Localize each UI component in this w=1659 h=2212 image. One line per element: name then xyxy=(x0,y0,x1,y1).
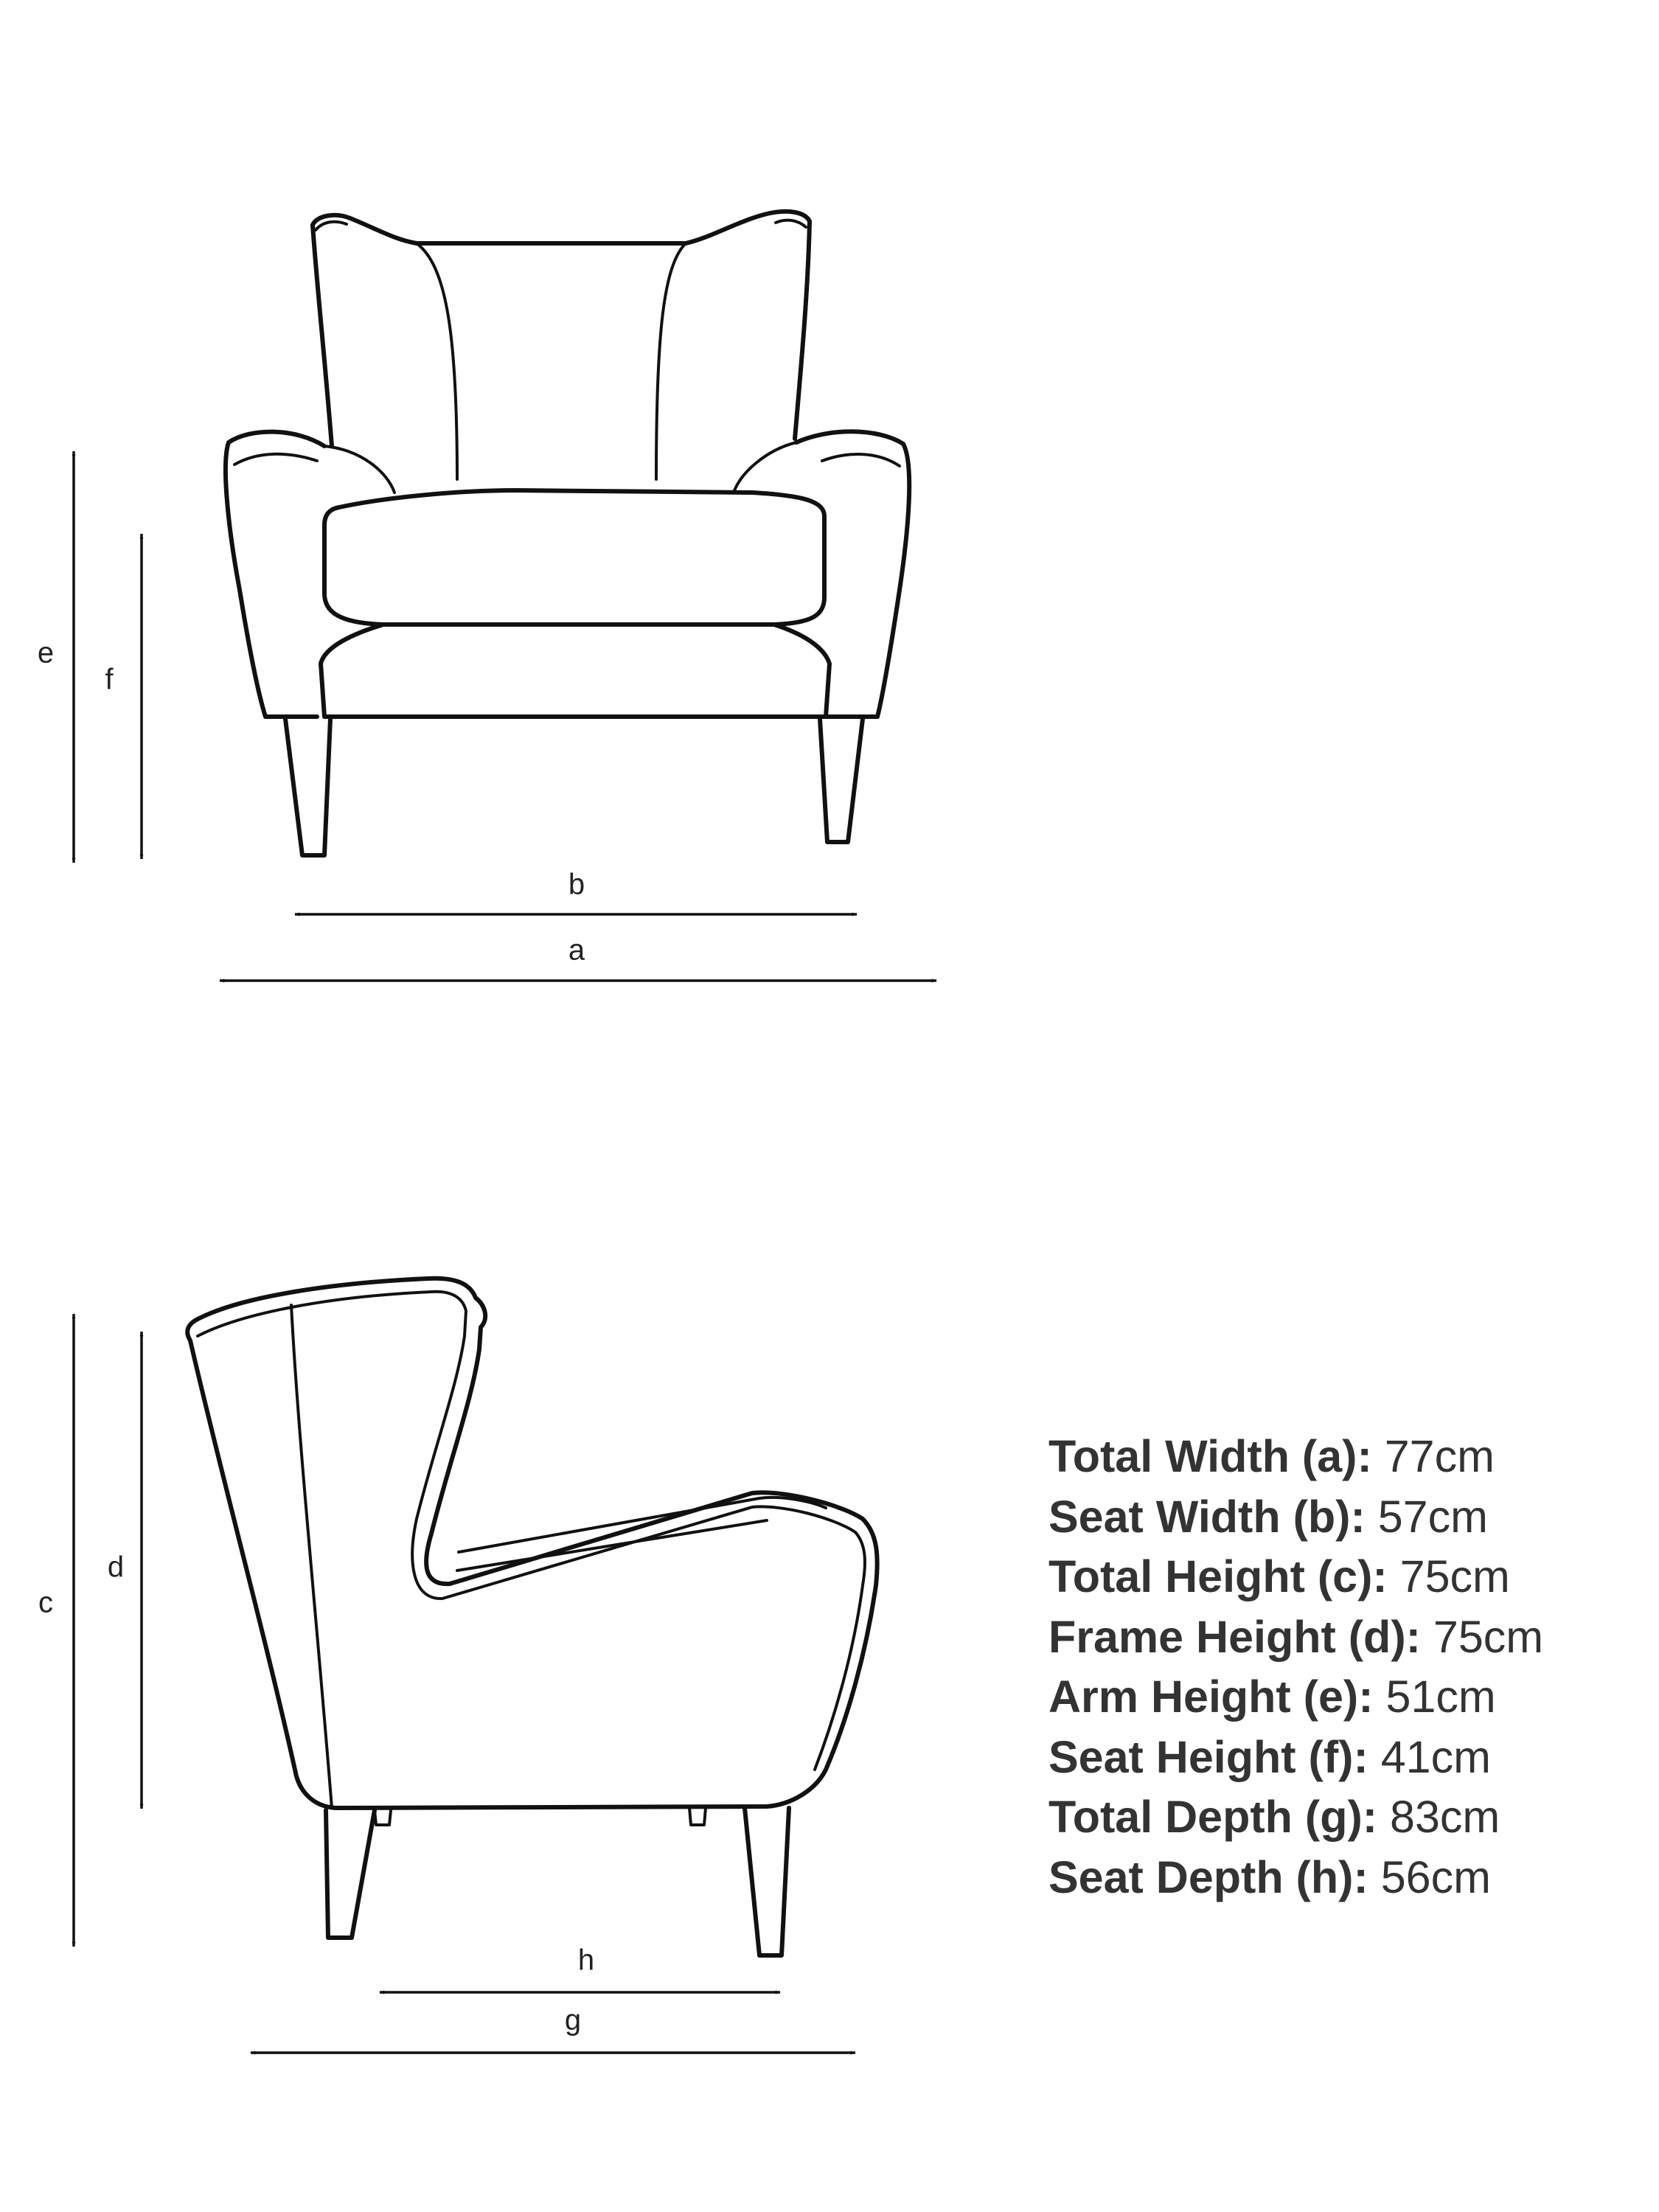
spec-row-seat-width xyxy=(1048,1487,1638,1548)
spec-label: Seat Depth (h): xyxy=(1048,1851,1368,1902)
spec-row-seat-depth xyxy=(1048,1848,1638,1908)
dimension-label-d: d xyxy=(107,1551,125,1584)
front-arm-right xyxy=(796,431,909,717)
side-back-seam xyxy=(291,1305,332,1808)
spec-row-arm-height xyxy=(1048,1667,1638,1728)
dimension-label-e: e xyxy=(37,636,55,669)
side-outer-silhouette xyxy=(187,1279,877,1808)
spec-row-seat-height xyxy=(1048,1728,1638,1788)
spec-label: Total Height (c): xyxy=(1048,1551,1388,1601)
spec-value: 57cm xyxy=(1377,1491,1488,1542)
spec-value: 77cm xyxy=(1384,1431,1495,1481)
dimension-label-a: a xyxy=(568,933,585,967)
spec-value: 51cm xyxy=(1385,1672,1496,1722)
front-wing-right xyxy=(656,243,686,479)
spec-row-total-width xyxy=(1048,1427,1638,1487)
spec-value: 75cm xyxy=(1433,1611,1544,1662)
side-view-chair xyxy=(187,1279,877,1955)
dimension-label-c: c xyxy=(38,1586,53,1619)
dimension-label-b: b xyxy=(568,868,585,901)
dimension-label-h: h xyxy=(577,1944,595,1977)
spec-label: Seat Width (b): xyxy=(1048,1491,1366,1542)
front-arm-left xyxy=(226,432,324,717)
side-leg-back xyxy=(326,1810,375,1938)
spec-label: Total Depth (g): xyxy=(1048,1792,1378,1842)
spec-value: 56cm xyxy=(1380,1851,1491,1902)
dimension-label-g: g xyxy=(564,2003,582,2037)
spec-label: Frame Height (d): xyxy=(1048,1611,1421,1662)
front-seat-cushion xyxy=(324,490,824,625)
front-wing-left xyxy=(417,243,457,479)
front-view-chair xyxy=(226,212,909,855)
front-base xyxy=(321,625,830,717)
side-piping xyxy=(198,1292,865,1770)
spec-value: 75cm xyxy=(1399,1551,1510,1601)
spec-label: Arm Height (e): xyxy=(1048,1672,1374,1722)
spec-value: 41cm xyxy=(1380,1731,1491,1782)
side-leg-front xyxy=(745,1808,789,1955)
front-leg-right xyxy=(820,719,863,842)
side-dimensions xyxy=(38,1314,855,2053)
spec-label: Total Width (a): xyxy=(1048,1431,1372,1481)
front-backrest xyxy=(313,212,810,446)
dimension-label-f: f xyxy=(105,663,114,696)
spec-label: Seat Height (f): xyxy=(1048,1731,1368,1782)
specifications-list xyxy=(1048,1427,1638,1907)
spec-row-frame-height xyxy=(1048,1607,1638,1668)
front-leg-left xyxy=(285,719,330,855)
spec-row-total-depth xyxy=(1048,1787,1638,1848)
spec-value: 83cm xyxy=(1390,1792,1500,1842)
spec-row-total-height xyxy=(1048,1547,1638,1607)
